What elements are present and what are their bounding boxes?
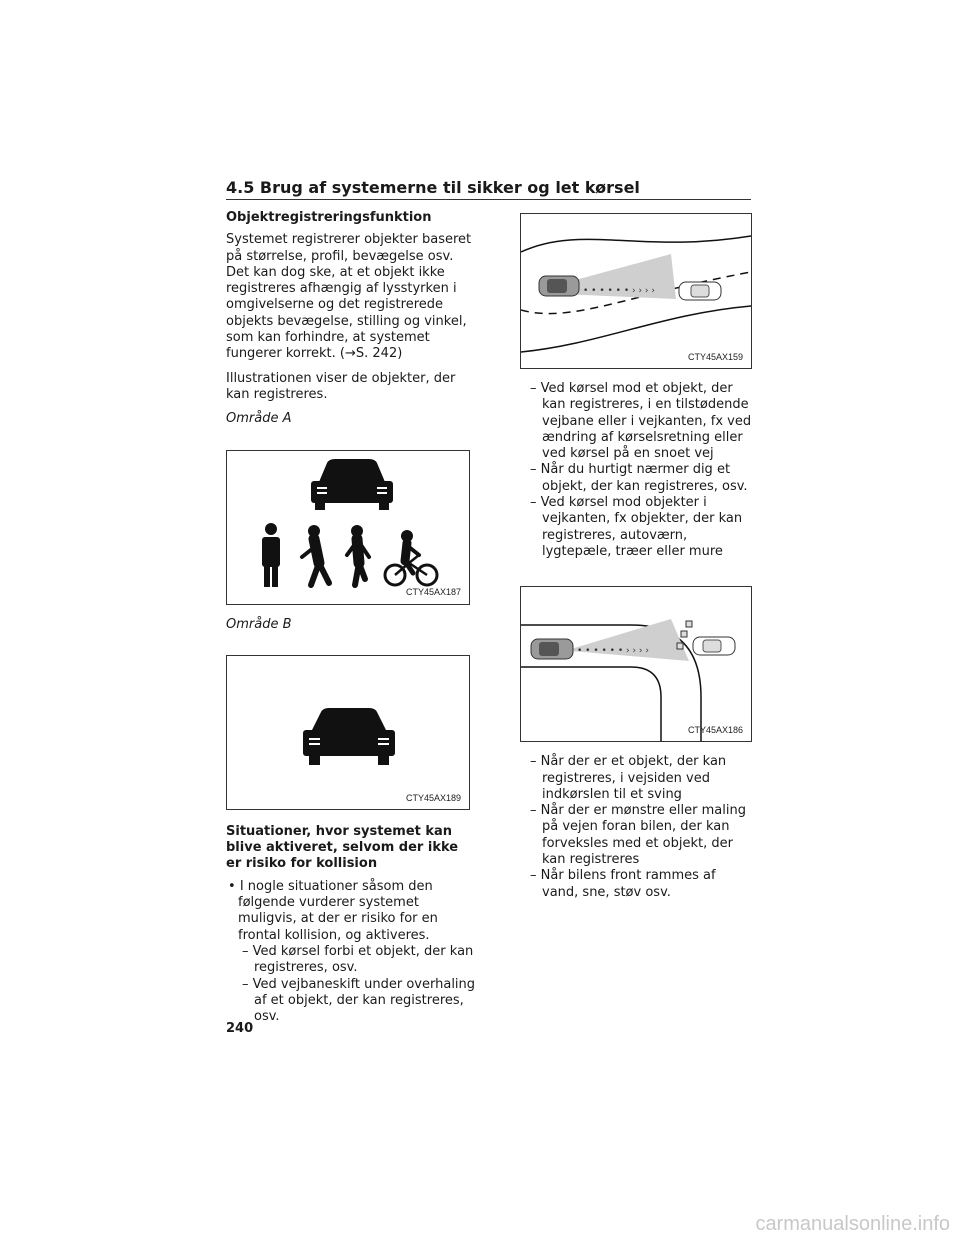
bullet-text: I nogle situationer såsom den følgende vurderer systemet muligvis, at der er risiko for en frontal kollision, og aktiveres. [238, 878, 438, 943]
right-column [520, 213, 752, 901]
svg-text:• • • • • • › › › ›: • • • • • • › › › › [583, 286, 655, 296]
car-front-icon [303, 708, 395, 765]
figure-area-b [226, 655, 470, 810]
list-item: – Ved kørsel forbi et objekt, der kan registreres, osv. [242, 943, 474, 976]
corner-illustration [521, 587, 751, 741]
target-car-icon [679, 282, 721, 300]
left-column [226, 210, 476, 1025]
figure-curve-road [520, 213, 752, 369]
list-item: – Ved kørsel mod objekter i vejkanten, fx objekter, der kan registreres, autoværn, lygtepæle, træer eller mure [530, 495, 743, 559]
svg-text:• • • • • • › › › ›: • • • • • • › › › › [577, 646, 649, 657]
roadside-object-icon [686, 621, 692, 627]
list-item: – Når bilens front rammes af vand, sne, støv osv. [530, 868, 716, 900]
figure-code: CTY45AX186 [687, 724, 743, 735]
pedestrian-walking-icon [302, 525, 329, 585]
curve-road-illustration [521, 214, 751, 368]
list-item: – Ved vejbaneskift under overhaling af et objekt, der kan registreres, osv. [242, 976, 476, 1025]
heading-false-activation: Situationer, hvor systemet kan blive aktiveret, selvom der ikke er risiko for kollision [226, 823, 459, 872]
heading-object-detection: Objektregistreringsfunktion [226, 210, 432, 225]
watermark: carmanualsonline.info [755, 1213, 950, 1235]
list-item: – Når der er mønstre eller maling på vejen foran bilen, der kan forveksles med et objekt, der kan registreres [530, 803, 746, 868]
header-divider [226, 199, 751, 200]
area-a-illustration [227, 451, 469, 604]
area-b-label: Område B [226, 616, 292, 632]
pedestrian-jogging-icon [347, 525, 369, 585]
roadside-object-icon [677, 643, 683, 649]
list-item: – Når du hurtigt nærmer dig et objekt, der kan registreres, osv. [530, 462, 748, 494]
own-car-icon [531, 639, 573, 659]
target-car-icon [693, 637, 735, 655]
figure-code: CTY45AX187 [405, 587, 461, 598]
figure-code: CTY45AX159 [687, 351, 743, 362]
figure-code: CTY45AX189 [405, 792, 461, 803]
figure-corner [520, 586, 752, 742]
area-b-illustration [227, 656, 469, 809]
list-item: – Når der er et objekt, der kan registreres, i vejsiden ved indkørslen til et sving [530, 754, 727, 802]
bullet-item: • I nogle situationer såsom den følgende vurderer systemet muligvis, at der er risiko for en frontal kollision, og aktiveres. [228, 878, 438, 943]
own-car-icon [539, 276, 579, 296]
page-number: 240 [226, 1021, 254, 1036]
cyclist-icon [385, 530, 437, 585]
section-title: 4.5 Brug af systemerne til sikker og let kørsel [226, 178, 640, 197]
car-front-icon [311, 459, 393, 510]
figure-area-a [226, 450, 470, 605]
list-item: – Ved kørsel mod et objekt, der kan registreres, i en tilstødende vejbane eller i vejkanten, fx ved ændring af kørselsretning eller ved kørsel på en snoet vej [530, 381, 752, 462]
pedestrian-standing-icon [262, 523, 280, 587]
roadside-object-icon [681, 631, 687, 637]
area-a-label: Område A [226, 411, 292, 427]
illustration-paragraph: Illustrationen viser de objekter, der kan registreres. [226, 370, 456, 402]
intro-paragraph: Systemet registrerer objekter baseret på størrelse, profil, bevægelse osv. Det kan dog ske, at et objekt ikke registreres afhængig af lysstyrken i omgivelserne og det registrerede objekts bevægelse, stilling og vinkel, som kan forhindre, at systemet fungerer korrekt. (→S. 242) [226, 232, 472, 362]
